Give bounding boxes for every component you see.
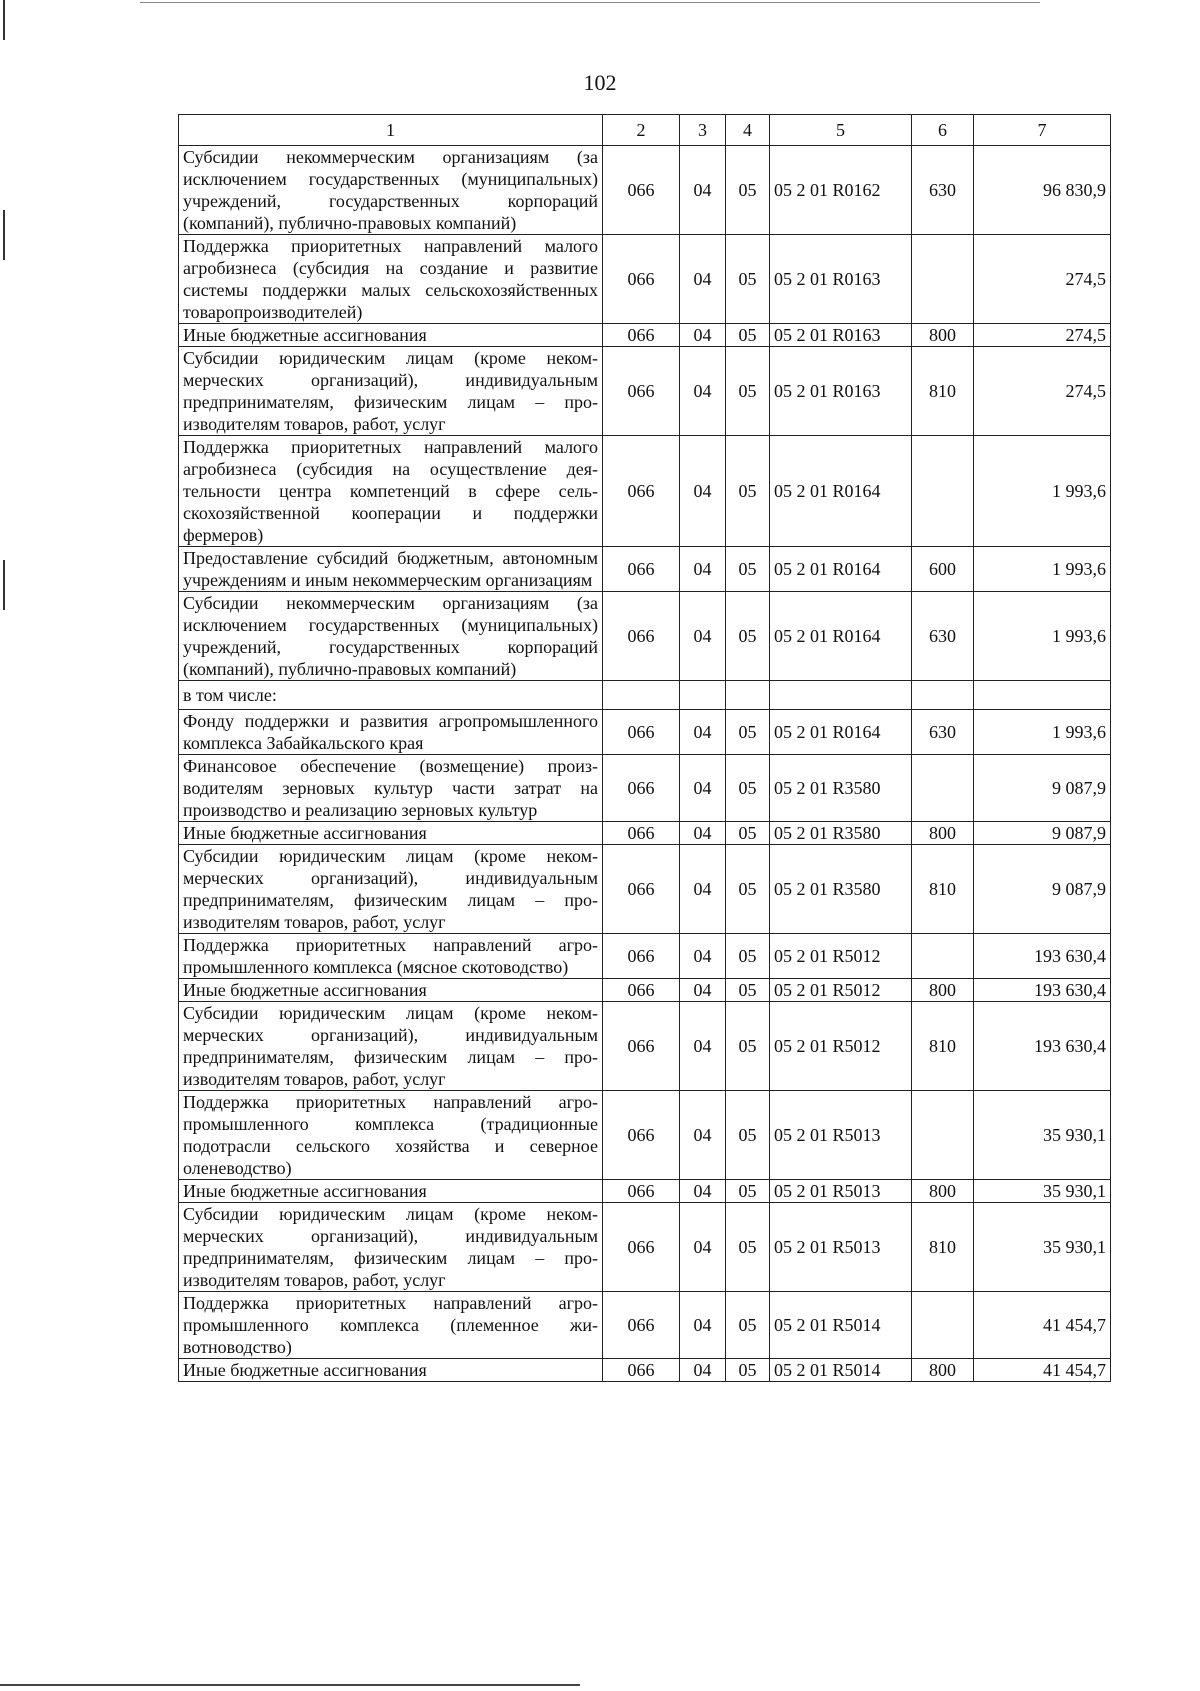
table-row [179, 1180, 1111, 1203]
target-article-cell: 05 2 01 R5012 [770, 934, 912, 979]
expense-type-cell: 810 [912, 347, 974, 436]
section-cell: 04 [680, 755, 726, 822]
expense-type-cell [912, 755, 974, 822]
ministry-code-cell: 066 [603, 1292, 680, 1359]
target-article-cell: 05 2 01 R3580 [770, 755, 912, 822]
table-row [179, 1359, 1111, 1382]
row-name-cell: Фонду поддержки и развития агропромышленного комплекса Забайкальского края [179, 710, 603, 755]
section-cell: 04 [680, 1002, 726, 1091]
amount-cell: 274,5 [974, 235, 1111, 324]
subsection-cell: 05 [726, 547, 770, 592]
amount-cell: 193 630,4 [974, 934, 1111, 979]
row-name-cell: в том числе: [179, 681, 603, 710]
amount-cell: 9 087,9 [974, 845, 1111, 934]
section-cell: 04 [680, 1180, 726, 1203]
subsection-cell: 05 [726, 347, 770, 436]
scan-edge-top [140, 2, 1040, 3]
row-name-cell: Иные бюджетные ассигнования [179, 1180, 603, 1203]
table-row [179, 845, 1111, 934]
target-article-cell: 05 2 01 R0163 [770, 235, 912, 324]
table-row [179, 755, 1111, 822]
expense-type-cell: 810 [912, 845, 974, 934]
table-row [179, 436, 1111, 547]
table-row [179, 681, 1111, 710]
ministry-code-cell: 066 [603, 146, 680, 235]
row-name-cell: Предоставление субсидий бюджетным, автономным учреждениям и иным некоммерческим организациям [179, 547, 603, 592]
scan-edge-left [3, 0, 5, 40]
ministry-code-cell: 066 [603, 845, 680, 934]
subsection-cell: 05 [726, 1091, 770, 1180]
target-article-cell: 05 2 01 R0163 [770, 324, 912, 347]
subsection-cell: 05 [726, 710, 770, 755]
row-name-cell: Субсидии юридическим лицам (кроме некоммерческих организаций), индивидуальным предпринимателям, физическим лицам – производителям товаров, работ, услуг [179, 347, 603, 436]
section-cell: 04 [680, 146, 726, 235]
column-header: 6 [912, 115, 974, 146]
section-cell: 04 [680, 1359, 726, 1382]
amount-cell [974, 681, 1111, 710]
table-row [179, 1292, 1111, 1359]
expense-type-cell: 800 [912, 979, 974, 1002]
header-row [179, 115, 1111, 146]
subsection-cell: 05 [726, 235, 770, 324]
target-article-cell: 05 2 01 R5013 [770, 1091, 912, 1180]
ministry-code-cell: 066 [603, 436, 680, 547]
target-article-cell: 05 2 01 R5012 [770, 979, 912, 1002]
subsection-cell: 05 [726, 845, 770, 934]
ministry-code-cell: 066 [603, 1180, 680, 1203]
row-name-cell: Субсидии юридическим лицам (кроме некоммерческих организаций), индивидуальным предпринимателям, физическим лицам – производителям товаров, работ, услуг [179, 1002, 603, 1091]
row-name-cell: Субсидии юридическим лицам (кроме некоммерческих организаций), индивидуальным предпринимателям, физическим лицам – производителям товаров, работ, услуг [179, 1203, 603, 1292]
amount-cell: 9 087,9 [974, 755, 1111, 822]
row-name-cell: Субсидии некоммерческим организациям (за исключением государственных (муниципальных) учреждений, государственных корпораций (компаний), публично-правовых компаний) [179, 146, 603, 235]
row-name-cell: Иные бюджетные ассигнования [179, 979, 603, 1002]
expense-type-cell [912, 1091, 974, 1180]
target-article-cell: 05 2 01 R0164 [770, 436, 912, 547]
target-article-cell: 05 2 01 R0164 [770, 547, 912, 592]
page-number: 102 [583, 70, 617, 95]
table-row [179, 347, 1111, 436]
amount-cell: 35 930,1 [974, 1091, 1111, 1180]
target-article-cell: 05 2 01 R0162 [770, 146, 912, 235]
column-header: 1 [179, 115, 603, 146]
section-cell: 04 [680, 934, 726, 979]
subsection-cell: 05 [726, 755, 770, 822]
subsection-cell: 05 [726, 934, 770, 979]
column-header: 7 [974, 115, 1111, 146]
column-header: 2 [603, 115, 680, 146]
section-cell: 04 [680, 1091, 726, 1180]
subsection-cell: 05 [726, 592, 770, 681]
target-article-cell: 05 2 01 R5014 [770, 1359, 912, 1382]
expense-type-cell [912, 681, 974, 710]
section-cell: 04 [680, 1203, 726, 1292]
subsection-cell: 05 [726, 1180, 770, 1203]
column-header: 3 [680, 115, 726, 146]
row-name-cell: Поддержка приоритетных направлений малого агробизнеса (субсидия на осуществление деятельности центра компетенций в сфере сельскохозяйственной кооперации и поддержки фермеров) [179, 436, 603, 547]
table-row [179, 934, 1111, 979]
ministry-code-cell: 066 [603, 1359, 680, 1382]
ministry-code-cell: 066 [603, 347, 680, 436]
section-cell: 04 [680, 324, 726, 347]
table-row [179, 710, 1111, 755]
scan-edge-left [3, 560, 5, 610]
section-cell: 04 [680, 1292, 726, 1359]
section-cell: 04 [680, 979, 726, 1002]
subsection-cell [726, 681, 770, 710]
table-row [179, 235, 1111, 324]
subsection-cell: 05 [726, 1203, 770, 1292]
amount-cell: 1 993,6 [974, 436, 1111, 547]
ministry-code-cell: 066 [603, 592, 680, 681]
subsection-cell: 05 [726, 1359, 770, 1382]
expense-type-cell: 800 [912, 1359, 974, 1382]
amount-cell: 1 993,6 [974, 710, 1111, 755]
ministry-code-cell: 066 [603, 979, 680, 1002]
table-row [179, 547, 1111, 592]
ministry-code-cell: 066 [603, 1002, 680, 1091]
table-row [179, 324, 1111, 347]
expense-type-cell [912, 235, 974, 324]
row-name-cell: Поддержка приоритетных направлений агропромышленного комплекса (мясное скотоводство) [179, 934, 603, 979]
target-article-cell: 05 2 01 R3580 [770, 822, 912, 845]
section-cell: 04 [680, 710, 726, 755]
subsection-cell: 05 [726, 1002, 770, 1091]
section-cell [680, 681, 726, 710]
row-name-cell: Иные бюджетные ассигнования [179, 324, 603, 347]
ministry-code-cell: 066 [603, 710, 680, 755]
amount-cell: 9 087,9 [974, 822, 1111, 845]
target-article-cell: 05 2 01 R0164 [770, 710, 912, 755]
row-name-cell: Субсидии юридическим лицам (кроме некоммерческих организаций), индивидуальным предпринимателям, физическим лицам – производителям товаров, работ, услуг [179, 845, 603, 934]
amount-cell: 41 454,7 [974, 1359, 1111, 1382]
amount-cell: 274,5 [974, 324, 1111, 347]
column-header: 4 [726, 115, 770, 146]
target-article-cell: 05 2 01 R5014 [770, 1292, 912, 1359]
section-cell: 04 [680, 547, 726, 592]
target-article-cell: 05 2 01 R5012 [770, 1002, 912, 1091]
section-cell: 04 [680, 845, 726, 934]
row-name-cell: Поддержка приоритетных направлений малого агробизнеса (субсидия на создание и развитие системы поддержки малых сельскохозяйственных товаропроизводителей) [179, 235, 603, 324]
amount-cell: 41 454,7 [974, 1292, 1111, 1359]
ministry-code-cell: 066 [603, 1203, 680, 1292]
row-name-cell: Финансовое обеспечение (возмещение) производителям зерновых культур части затрат на производство и реализацию зерновых культур [179, 755, 603, 822]
subsection-cell: 05 [726, 1292, 770, 1359]
expense-type-cell: 630 [912, 592, 974, 681]
row-name-cell: Поддержка приоритетных направлений агропромышленного комплекса (племенное животноводство) [179, 1292, 603, 1359]
target-article-cell: 05 2 01 R0163 [770, 347, 912, 436]
ministry-code-cell: 066 [603, 547, 680, 592]
subsection-cell: 05 [726, 436, 770, 547]
target-article-cell: 05 2 01 R5013 [770, 1180, 912, 1203]
subsection-cell: 05 [726, 979, 770, 1002]
expense-type-cell [912, 1292, 974, 1359]
subsection-cell: 05 [726, 822, 770, 845]
amount-cell: 96 830,9 [974, 146, 1111, 235]
amount-cell: 35 930,1 [974, 1203, 1111, 1292]
amount-cell: 193 630,4 [974, 979, 1111, 1002]
section-cell: 04 [680, 235, 726, 324]
ministry-code-cell: 066 [603, 822, 680, 845]
expense-type-cell: 810 [912, 1203, 974, 1292]
target-article-cell [770, 681, 912, 710]
table-row [179, 1203, 1111, 1292]
amount-cell: 193 630,4 [974, 1002, 1111, 1091]
amount-cell: 35 930,1 [974, 1180, 1111, 1203]
subsection-cell: 05 [726, 324, 770, 347]
expense-type-cell: 630 [912, 710, 974, 755]
expense-type-cell: 810 [912, 1002, 974, 1091]
target-article-cell: 05 2 01 R3580 [770, 845, 912, 934]
expense-type-cell: 800 [912, 1180, 974, 1203]
ministry-code-cell: 066 [603, 1091, 680, 1180]
table-row [179, 979, 1111, 1002]
subsection-cell: 05 [726, 146, 770, 235]
scan-edge-bottom [0, 1684, 580, 1686]
amount-cell: 1 993,6 [974, 547, 1111, 592]
target-article-cell: 05 2 01 R5013 [770, 1203, 912, 1292]
target-article-cell: 05 2 01 R0164 [770, 592, 912, 681]
row-name-cell: Иные бюджетные ассигнования [179, 822, 603, 845]
expense-type-cell: 800 [912, 324, 974, 347]
budget-table [178, 114, 1111, 1382]
expense-type-cell: 630 [912, 146, 974, 235]
expense-type-cell [912, 934, 974, 979]
table-row [179, 1091, 1111, 1180]
ministry-code-cell: 066 [603, 235, 680, 324]
section-cell: 04 [680, 592, 726, 681]
table-row [179, 822, 1111, 845]
section-cell: 04 [680, 822, 726, 845]
ministry-code-cell [603, 681, 680, 710]
ministry-code-cell: 066 [603, 324, 680, 347]
row-name-cell: Иные бюджетные ассигнования [179, 1359, 603, 1382]
amount-cell: 274,5 [974, 347, 1111, 436]
amount-cell: 1 993,6 [974, 592, 1111, 681]
table-row [179, 146, 1111, 235]
row-name-cell: Субсидии некоммерческим организациям (за исключением государственных (муниципальных) учреждений, государственных корпораций (компаний), публично-правовых компаний) [179, 592, 603, 681]
row-name-cell: Поддержка приоритетных направлений агропромышленного комплекса (традиционные подотрасли сельского хозяйства и северное оленеводство) [179, 1091, 603, 1180]
expense-type-cell: 600 [912, 547, 974, 592]
ministry-code-cell: 066 [603, 934, 680, 979]
expense-type-cell: 800 [912, 822, 974, 845]
table-row [179, 1002, 1111, 1091]
table-row [179, 592, 1111, 681]
scan-edge-left [3, 210, 5, 260]
section-cell: 04 [680, 436, 726, 547]
column-header: 5 [770, 115, 912, 146]
section-cell: 04 [680, 347, 726, 436]
expense-type-cell [912, 436, 974, 547]
ministry-code-cell: 066 [603, 755, 680, 822]
